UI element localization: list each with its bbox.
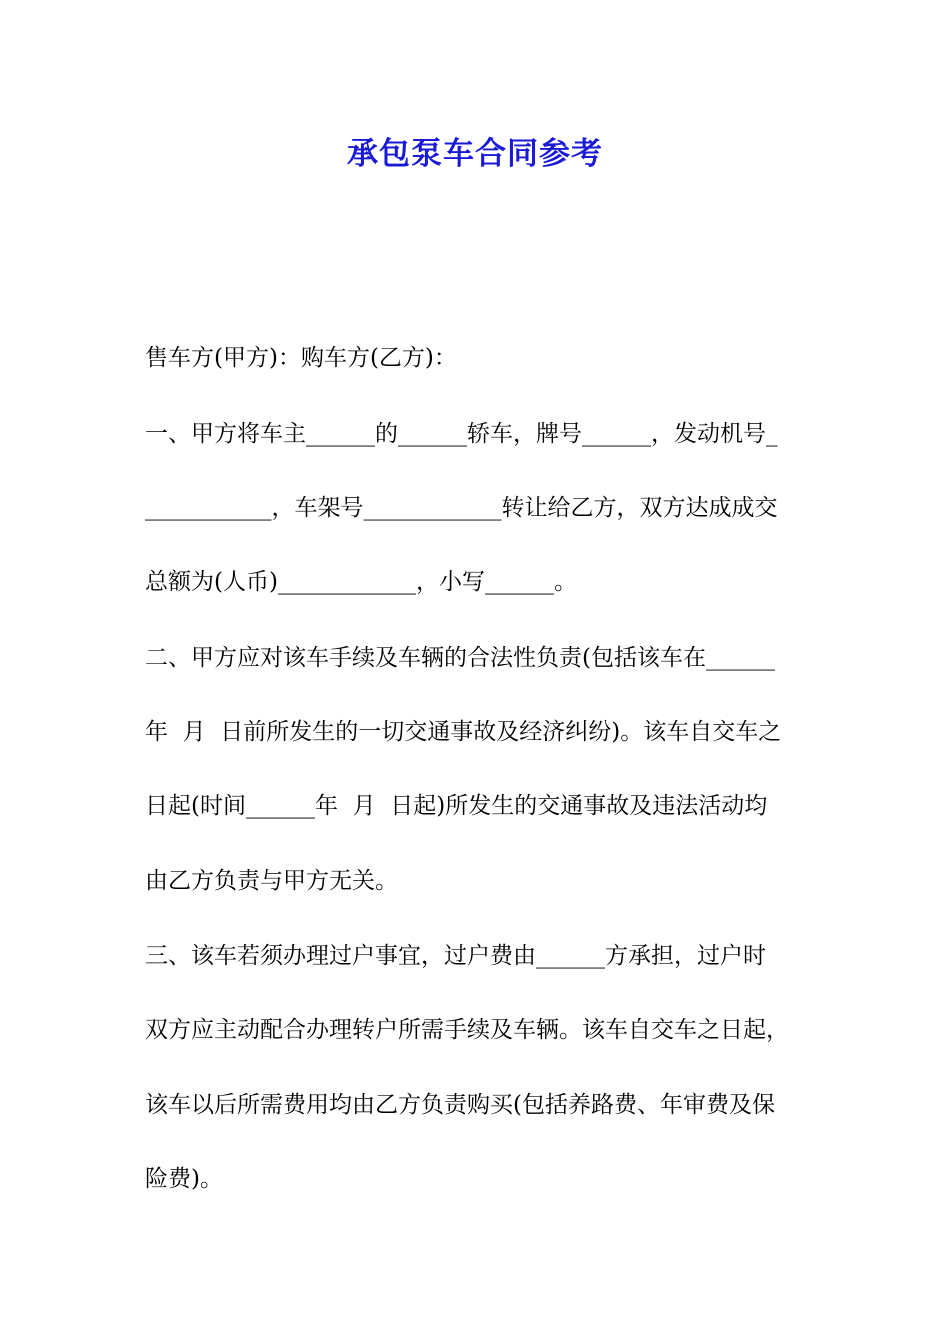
clause-3-line-4: 险费)。 bbox=[145, 1166, 223, 1192]
clause-2-line-3: 日起(时间______年 月 日起)所发生的交通事故及违法活动均 bbox=[145, 793, 768, 819]
parties-line: 售车方(甲方)：购车方(乙方)： bbox=[145, 345, 457, 371]
clause-3-line-2: 双方应主动配合办理转户所需手续及车辆。该车自交车之日起， bbox=[145, 1017, 789, 1043]
document-title: 承包泵车合同参考 bbox=[347, 136, 603, 172]
clause-1-line-3: 总额为(人币)____________，小写______。 bbox=[145, 569, 577, 595]
clause-3-line-1: 三、该车若须办理过户事宜，过户费由______方承担，过户时 bbox=[145, 943, 766, 969]
clause-2-line-1: 二、甲方应对该车手续及车辆的合法性负责(包括该车在______ bbox=[145, 645, 775, 671]
clause-2-line-4: 由乙方负责与甲方无关。 bbox=[145, 868, 398, 894]
clause-1-line-1: 一、甲方将车主______的______轿车，牌号______，发动机号_ bbox=[145, 421, 778, 447]
clause-2-line-2: 年 月 日前所发生的一切交通事故及经济纠纷)。该车自交车之 bbox=[145, 719, 782, 745]
clause-1-line-2: ___________，车架号____________转让给乙方，双方达成成交 bbox=[145, 495, 778, 521]
clause-3-line-3: 该车以后所需费用均由乙方负责购买(包括养路费、年审费及保 bbox=[145, 1092, 775, 1118]
